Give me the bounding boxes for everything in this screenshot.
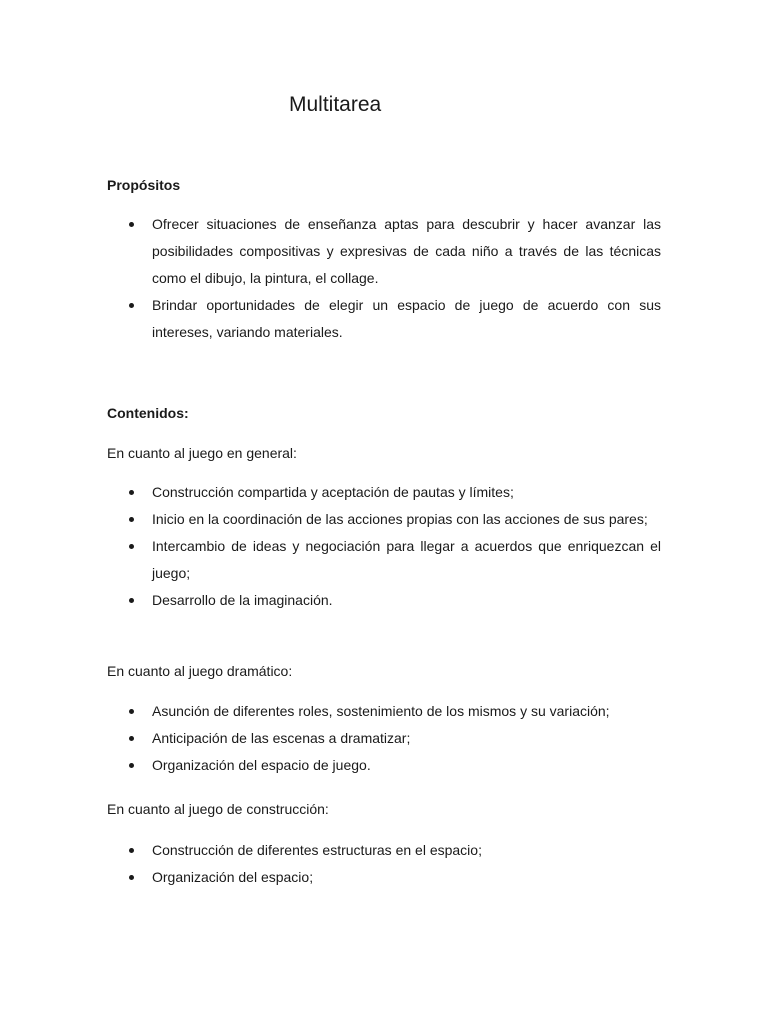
bullet-icon (129, 490, 134, 495)
general-play-list (107, 479, 661, 614)
bullet-icon (129, 736, 134, 741)
list-item-text: Anticipación de las escenas a dramatizar; (152, 730, 411, 746)
list-item-text: Inicio en la coordinación de las acciones propias con las acciones de sus pares; (152, 511, 648, 527)
list-item-text: Ofrecer situaciones de enseñanza aptas para descubrir y hacer avanzar las posibilidades compositivas y expresivas de cada niño a través de las técnicas como el dibujo, la pintura, el collage. (152, 216, 661, 286)
list-item (107, 587, 661, 614)
bullet-icon (129, 598, 134, 603)
list-item-text: Construcción de diferentes estructuras en el espacio; (152, 842, 482, 858)
bullet-icon (129, 848, 134, 853)
purposes-heading: Propósitos (107, 177, 181, 193)
contents-heading: Contenidos: (107, 405, 189, 421)
list-item (107, 837, 661, 864)
general-play-intro: En cuanto al juego en general: (107, 445, 297, 461)
list-item-text: Construcción compartida y aceptación de pautas y límites; (152, 484, 514, 500)
list-item (107, 752, 661, 779)
bullet-icon (129, 544, 134, 549)
list-item-text: Brindar oportunidades de elegir un espacio de juego de acuerdo con sus intereses, variando materiales. (152, 297, 661, 340)
dramatic-play-list (107, 698, 661, 779)
list-item-text: Desarrollo de la imaginación. (152, 592, 333, 608)
bullet-icon (129, 709, 134, 714)
construction-play-intro: En cuanto al juego de construcción: (107, 801, 329, 817)
bullet-icon (129, 875, 134, 880)
list-item (107, 506, 661, 533)
list-item (107, 479, 661, 506)
document-title: Multitarea (289, 93, 382, 116)
dramatic-play-intro: En cuanto al juego dramático: (107, 663, 293, 679)
list-item (107, 864, 661, 891)
list-item (107, 725, 661, 752)
bullet-icon (129, 763, 134, 768)
list-item-text: Asunción de diferentes roles, sostenimiento de los mismos y su variación; (152, 703, 610, 719)
bullet-icon (129, 222, 134, 227)
list-item (107, 533, 661, 587)
bullet-icon (129, 303, 134, 308)
list-item (107, 698, 661, 725)
list-item (107, 292, 661, 346)
construction-play-list (107, 837, 661, 891)
list-item-text: Organización del espacio; (152, 869, 314, 885)
list-item-text: Organización del espacio de juego. (152, 757, 371, 773)
purposes-list (107, 211, 661, 346)
list-item (107, 211, 661, 292)
bullet-icon (129, 517, 134, 522)
list-item-text: Intercambio de ideas y negociación para llegar a acuerdos que enriquezcan el juego; (152, 538, 661, 581)
